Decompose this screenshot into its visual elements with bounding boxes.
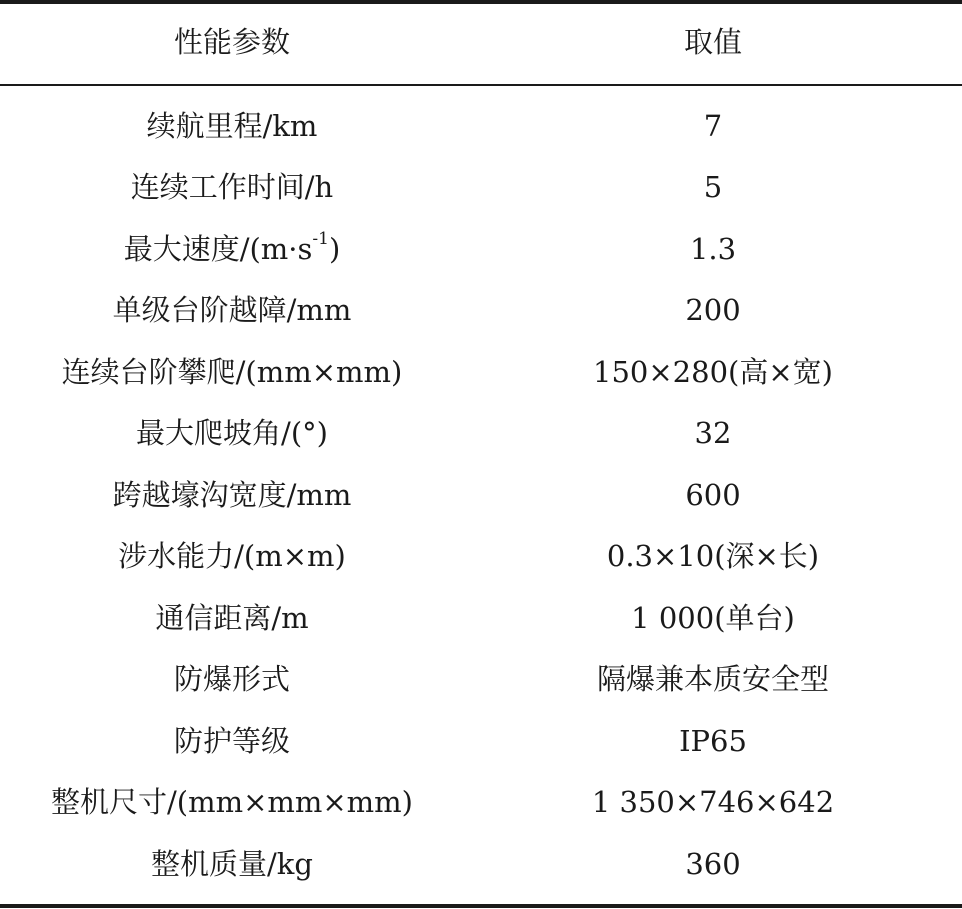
param-prefix: 最大速度/(m·s	[123, 232, 313, 266]
row-value: IP65	[679, 724, 747, 758]
row-param: 单级台阶越障/mm	[112, 293, 352, 327]
row-param: 续航里程/km	[146, 109, 318, 143]
table-header-rule	[0, 84, 962, 86]
row-param: 最大爬坡角/(°)	[136, 416, 328, 450]
row-value: 150×280(高×宽)	[593, 355, 833, 389]
row-value: 200	[685, 293, 741, 327]
row-param: 整机尺寸/(mm×mm×mm)	[51, 785, 413, 819]
row-param: 整机质量/kg	[151, 847, 313, 881]
header-param: 性能参数	[173, 25, 290, 59]
row-value: 5	[703, 170, 723, 204]
row-param: 防护等级	[173, 724, 290, 758]
row-value: 0.3×10(深×长)	[606, 539, 820, 573]
param-superscript: -1	[312, 229, 329, 250]
param-suffix: )	[328, 232, 341, 266]
row-value: 360	[685, 847, 741, 881]
row-param: 连续工作时间/h	[130, 170, 334, 204]
row-param: 连续台阶攀爬/(mm×mm)	[61, 355, 403, 389]
row-value: 1 000(单台)	[631, 601, 795, 635]
row-value: 7	[703, 109, 723, 143]
row-value: 1.3	[689, 232, 737, 266]
row-param: 通信距离/m	[155, 601, 309, 635]
header-value: 取值	[683, 25, 742, 59]
row-param: 防爆形式	[173, 662, 290, 696]
row-value: 1 350×746×642	[591, 785, 835, 819]
row-value: 32	[694, 416, 732, 450]
table-top-rule	[0, 0, 962, 4]
row-param: 跨越壕沟宽度/mm	[112, 478, 352, 512]
row-param	[0, 229, 464, 269]
row-param: 涉水能力/(m×m)	[118, 539, 346, 573]
row-value: 隔爆兼本质安全型	[596, 662, 829, 696]
table-bottom-rule	[0, 904, 962, 908]
row-value: 600	[685, 478, 741, 512]
